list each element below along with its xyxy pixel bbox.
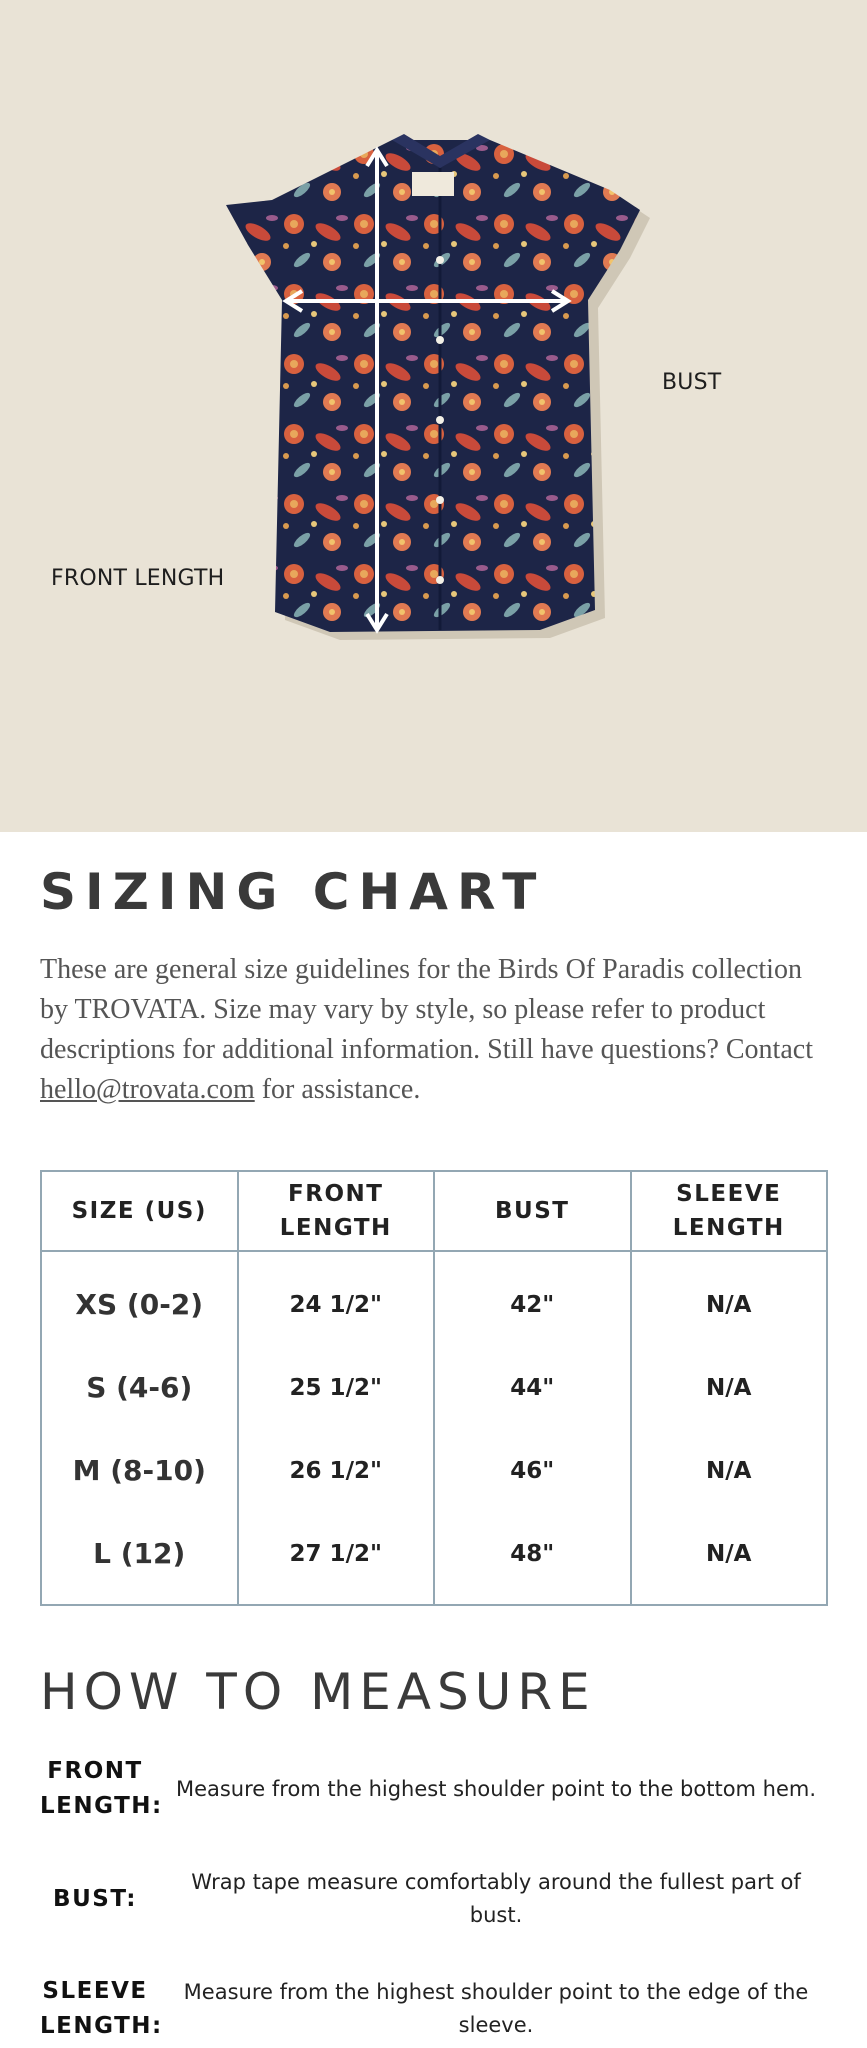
size-cell: XS (0-2) xyxy=(41,1251,238,1346)
measure-desc: Measure from the highest shoulder point to the bottom hem. xyxy=(175,1776,817,1801)
blouse-image xyxy=(0,0,867,832)
measure-list xyxy=(40,1754,830,2044)
how-to-measure-title: HOW TO MEASURE xyxy=(40,1663,596,1721)
sleeve-length-cell: N/A xyxy=(631,1251,828,1346)
measure-item-bust xyxy=(40,1864,830,1934)
bust-cell: 46" xyxy=(434,1429,631,1512)
sleeve-length-cell: N/A xyxy=(631,1346,828,1429)
bust-cell: 42" xyxy=(434,1251,631,1346)
size-cell: M (8-10) xyxy=(41,1429,238,1512)
page-title: SIZING CHART xyxy=(40,863,546,921)
front-length-label: FRONT LENGTH xyxy=(51,566,225,591)
measure-term: BUST: xyxy=(53,1885,137,1912)
header-sleeve-length: SLEEVE LENGTH xyxy=(631,1171,828,1251)
measure-term: FRONT LENGTH: xyxy=(40,1758,163,1819)
measure-desc: Wrap tape measure comfortably around the fullest part of bust. xyxy=(191,1870,801,1927)
size-table xyxy=(40,1170,828,1606)
header-front-length: FRONT LENGTH xyxy=(238,1171,435,1251)
bust-cell: 48" xyxy=(434,1512,631,1605)
table-row xyxy=(41,1251,827,1346)
measure-item-sleeve-length xyxy=(40,1974,830,2044)
header-size: SIZE (US) xyxy=(41,1171,238,1251)
table-header-row xyxy=(41,1171,827,1251)
email-link[interactable]: hello@trovata.com xyxy=(40,1074,255,1105)
size-cell: L (12) xyxy=(41,1512,238,1605)
front-length-cell: 27 1/2" xyxy=(238,1512,435,1605)
sleeve-length-cell: N/A xyxy=(631,1512,828,1605)
size-cell: S (4-6) xyxy=(41,1346,238,1429)
sleeve-length-cell: N/A xyxy=(631,1429,828,1512)
table-row xyxy=(41,1346,827,1429)
product-image-section xyxy=(0,0,867,832)
sizing-content xyxy=(0,832,867,2044)
front-length-cell: 24 1/2" xyxy=(238,1251,435,1346)
bust-label: BUST xyxy=(662,370,722,395)
intro-text-end: for assistance. xyxy=(254,1074,421,1105)
table-row xyxy=(41,1512,827,1605)
front-length-cell: 26 1/2" xyxy=(238,1429,435,1512)
measure-term: SLEEVE LENGTH: xyxy=(40,1978,163,2039)
intro-text: These are general size guidelines for the Birds Of Paradis collection by TROVATA. Size may vary by style, so please refer to product descriptions for additional information. Still have questions? Contact xyxy=(40,954,813,1065)
front-length-cell: 25 1/2" xyxy=(238,1346,435,1429)
header-bust: BUST xyxy=(434,1171,631,1251)
table-row xyxy=(41,1429,827,1512)
bust-cell: 44" xyxy=(434,1346,631,1429)
measure-desc: Measure from the highest shoulder point to the edge of the sleeve. xyxy=(183,1980,809,2037)
intro-paragraph xyxy=(40,950,830,1110)
measure-item-front-length xyxy=(40,1754,830,1824)
